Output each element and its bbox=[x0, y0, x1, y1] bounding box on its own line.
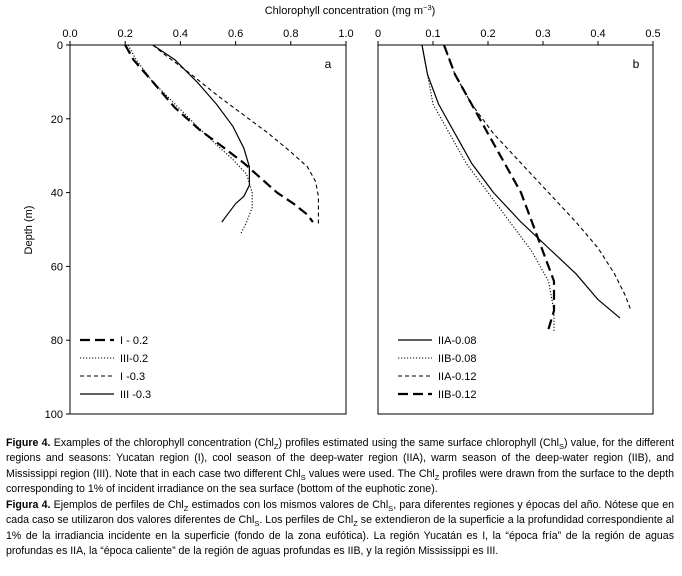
panel-a bbox=[45, 28, 354, 421]
plot-frame bbox=[70, 45, 346, 414]
series-line bbox=[422, 45, 620, 318]
legend-label: I -0.3 bbox=[120, 371, 146, 383]
x-tick-label: 0.4 bbox=[590, 28, 606, 40]
panel-b bbox=[375, 28, 661, 414]
x-tick-label: 0 bbox=[374, 28, 382, 40]
series-line bbox=[444, 45, 631, 311]
panel-label: b bbox=[632, 57, 640, 71]
top-axis-label: Chlorophyll concentration (mg $m^{-3}$) bbox=[264, 3, 436, 17]
series-line bbox=[128, 45, 252, 233]
y-tick-label: 100 bbox=[44, 409, 63, 421]
x-tick-label: 0.8 bbox=[283, 28, 299, 40]
y-tick-label: 0 bbox=[56, 40, 63, 52]
x-tick-label: 0.0 bbox=[62, 28, 78, 40]
x-tick-label: 0.3 bbox=[535, 28, 551, 40]
legend bbox=[398, 335, 477, 401]
legend-label: III-0.2 bbox=[120, 353, 149, 365]
legend-label: IIA-0.08 bbox=[438, 335, 477, 347]
y-tick-label: 80 bbox=[50, 335, 63, 348]
y-tick-label: 60 bbox=[50, 261, 63, 274]
series-line bbox=[153, 45, 319, 226]
legend-label: I - 0.2 bbox=[120, 335, 149, 347]
caption-label: Figura 4. bbox=[6, 499, 51, 511]
series-line bbox=[444, 45, 554, 329]
series-line bbox=[422, 45, 554, 333]
y-tick-label: 40 bbox=[50, 187, 63, 200]
x-tick-label: 0.1 bbox=[425, 28, 441, 40]
x-tick-label: 0.6 bbox=[227, 28, 244, 40]
x-tick-label: 0.2 bbox=[117, 28, 133, 40]
y-tick-label: 20 bbox=[50, 113, 63, 126]
legend-label: IIB-0.08 bbox=[438, 353, 477, 365]
legend-label: IIB-0.12 bbox=[438, 389, 477, 401]
x-tick-label: 0.4 bbox=[172, 28, 189, 40]
series-line bbox=[153, 45, 250, 222]
y-axis-label: Depth (m) bbox=[23, 205, 35, 255]
panel-label: a bbox=[324, 57, 332, 71]
x-tick-label: 1.0 bbox=[338, 28, 354, 40]
figure-caption-spanish: Figura 4. Ejemplos de perfiles de Chl$_Z$ estimados con los mismos valores de Chl$_S$, para diferentes regiones y épocas del año. Nótese que en cada caso se utilizaron dos valores diferentes de Chl$_S$. Los perfiles de Chl$_Z$ se extendieron de la superficie a la profundidad correspondiente al 1% de la irradiancia incidente en la superficie (fondo de la zona eufótica). La región Yucatán es I, la “época fría” de la región de aguas profundas es IIA, la “época caliente” de la región de aguas profundas es IIB, y la región Mississippi es III. bbox=[6, 499, 674, 557]
caption-label: Figure 4. bbox=[6, 437, 51, 449]
legend bbox=[80, 335, 151, 401]
figure-caption-english: Figure 4. Examples of the chlorophyll concentration (Chl$_Z$) profiles estimated using the same surface chlorophyll (Chl$_S$) value, for the different regions and seasons: Yucatan region (I), cool season of the deep-water region (IIA), warm season of the deep-water region (IIB), and Mississippi region (III). Note that in each case two different Chl$_S$ values were used. The Chl$_Z$ profiles were drawn from the surface to the depth corresponding to 1% of incident irradiance on the sea surface (bottom of the euphotic zone). bbox=[6, 437, 675, 495]
x-tick-label: 0.5 bbox=[645, 28, 661, 40]
legend-label: III -0.3 bbox=[120, 389, 152, 401]
legend-label: IIA-0.12 bbox=[438, 371, 477, 383]
series-line bbox=[125, 45, 313, 222]
x-tick-label: 0.2 bbox=[480, 28, 496, 40]
